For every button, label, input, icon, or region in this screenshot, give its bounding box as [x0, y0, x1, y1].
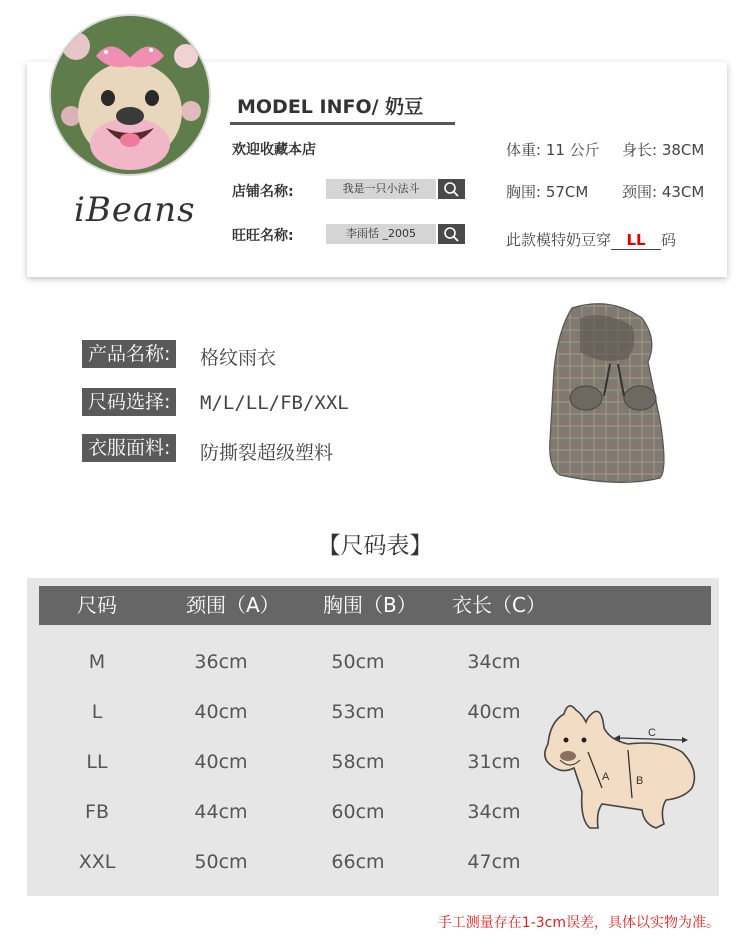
shop-search-button[interactable] — [438, 179, 465, 199]
cell-size: LL — [86, 751, 108, 773]
cell-length: 31cm — [467, 751, 521, 773]
cell-chest: 53cm — [331, 701, 385, 723]
wears-prefix: 此款模特奶豆穿 — [506, 231, 612, 249]
cell-neck: 44cm — [194, 801, 248, 823]
cell-size: XXL — [78, 851, 116, 873]
product-name-value: 格纹雨衣 — [200, 347, 277, 369]
model-chest: 胸围: 57CM — [506, 183, 589, 201]
product-name-label: 产品名称: — [82, 340, 176, 368]
size-table-header — [39, 586, 711, 625]
cell-chest: 58cm — [331, 751, 385, 773]
cell-chest: 60cm — [331, 801, 385, 823]
wangwang-search-button[interactable] — [438, 224, 465, 244]
header-chest: 胸围（B） — [323, 593, 417, 617]
cell-chest: 50cm — [331, 651, 385, 673]
wangwang-name-field[interactable]: 李雨恬 _2005 — [326, 224, 436, 244]
fabric-label: 衣服面料: — [82, 434, 176, 462]
cell-chest: 66cm — [331, 851, 385, 873]
wangwang-name-label: 旺旺名称: — [232, 228, 294, 244]
raincoat-product-image — [540, 300, 675, 490]
welcome-text: 欢迎收藏本店 — [232, 142, 316, 158]
title-underline — [230, 122, 455, 125]
diagram-label-b: B — [636, 775, 644, 787]
measurement-note: 手工测量存在1-3cm误差，具体以实物为准。 — [437, 915, 720, 931]
header-neck: 颈围（A） — [186, 593, 280, 617]
diagram-label-a: A — [602, 771, 610, 783]
header-length: 衣长（C） — [452, 593, 546, 617]
cell-length: 47cm — [467, 851, 521, 873]
cell-neck: 40cm — [194, 701, 248, 723]
model-weight: 体重: 11 公斤 — [506, 141, 600, 159]
cell-size: L — [91, 701, 103, 723]
wears-size-value: LL — [611, 231, 661, 250]
model-neck: 颈围: 43CM — [622, 183, 705, 201]
search-icon — [438, 224, 465, 244]
cell-neck: 50cm — [194, 851, 248, 873]
search-icon — [438, 179, 465, 199]
size-select-value: M/L/LL/FB/XXL — [200, 392, 349, 414]
cell-size: FB — [85, 801, 109, 823]
measurement-dog-diagram — [532, 700, 707, 835]
size-table-title: 【尺码表】 — [317, 533, 433, 559]
model-length: 身长: 38CM — [622, 141, 705, 159]
cell-size: M — [88, 651, 106, 673]
model-info-title: MODEL INFO/ 奶豆 — [237, 96, 424, 118]
cell-length: 34cm — [467, 651, 521, 673]
shop-name-label: 店铺名称: — [232, 184, 294, 200]
cell-neck: 36cm — [194, 651, 248, 673]
wears-suffix: 码 — [661, 231, 677, 249]
brand-logo: iBeans — [74, 190, 196, 230]
cell-length: 34cm — [467, 801, 521, 823]
diagram-label-c: C — [648, 727, 656, 739]
shop-name-field[interactable]: 我是一只小法斗 — [326, 179, 436, 199]
model-dog-photo — [49, 14, 211, 176]
fabric-value: 防撕裂超级塑料 — [200, 442, 334, 464]
model-wears-size — [506, 229, 676, 250]
size-select-label: 尺码选择: — [82, 388, 176, 416]
header-size: 尺码 — [77, 593, 117, 617]
cell-length: 40cm — [467, 701, 521, 723]
cell-neck: 40cm — [194, 751, 248, 773]
